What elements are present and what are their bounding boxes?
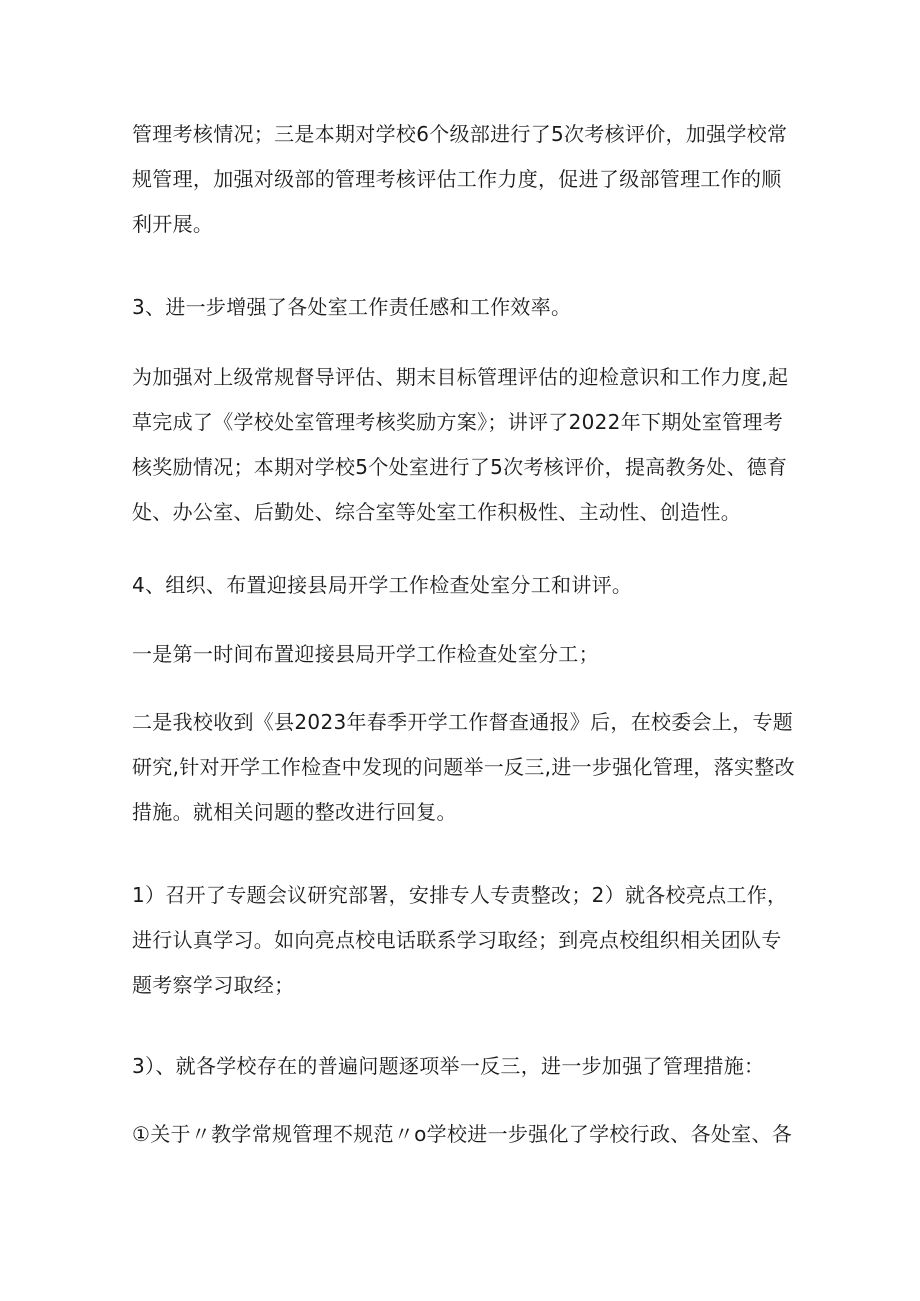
paragraph-grade-assessment: 管理考核情况；三是本期对学校6个级部进行了5次考核评价，加强学校常规管理，加强对级部的管理考核评估工作力度，促进了级部管理工作的顺利开展。 xyxy=(132,122,788,236)
heading-item-3: 3、进一步增强了各处室工作责任感和工作效率。 xyxy=(132,295,572,319)
paragraph-measure-3: 3）、就各学校存在的普遍问题逐项举一反三，进一步加强了管理措施： xyxy=(132,1054,765,1078)
paragraph-first-arrangement: 一是第一时间布置迎接县局开学工作检查处室分工； xyxy=(132,642,599,666)
paragraph-second-rectification: 二是我校收到《县2023年春季开学工作督查通报》后，在校委会上，专题研究,针对开学工作检查中发现的问题举一反三,进一步强化管理，落实整改措施。就相关问题的整改进行回复。 xyxy=(132,710,795,824)
paragraph-teaching-routine: ①关于〃教学常规管理不规范〃o学校进一步强化了学校行政、各处室、各 xyxy=(132,1122,793,1146)
paragraph-measures-1-2: 1）召开了专题会议研究部署，安排专人专责整改；2）就各校亮点工作，进行认真学习。如向亮点校电话联系学习取经；到亮点校组织相关团队专题考察学习取经； xyxy=(132,883,788,997)
paragraph-office-assessment: 为加强对上级常规督导评估、期末目标管理评估的迎检意识和工作力度,起草完成了《学校处室管理考核奖励方案》；讲评了2022年下期处室管理考核奖励情况；本期对学校5个处室进行了5次考核评价，提高教务处、德育处、办公室、后勤处、综合室等处室工作积极性、主动性、创造性。 xyxy=(132,365,789,524)
heading-item-4: 4、组织、布置迎接县局开学工作检查处室分工和讲评。 xyxy=(132,573,633,597)
